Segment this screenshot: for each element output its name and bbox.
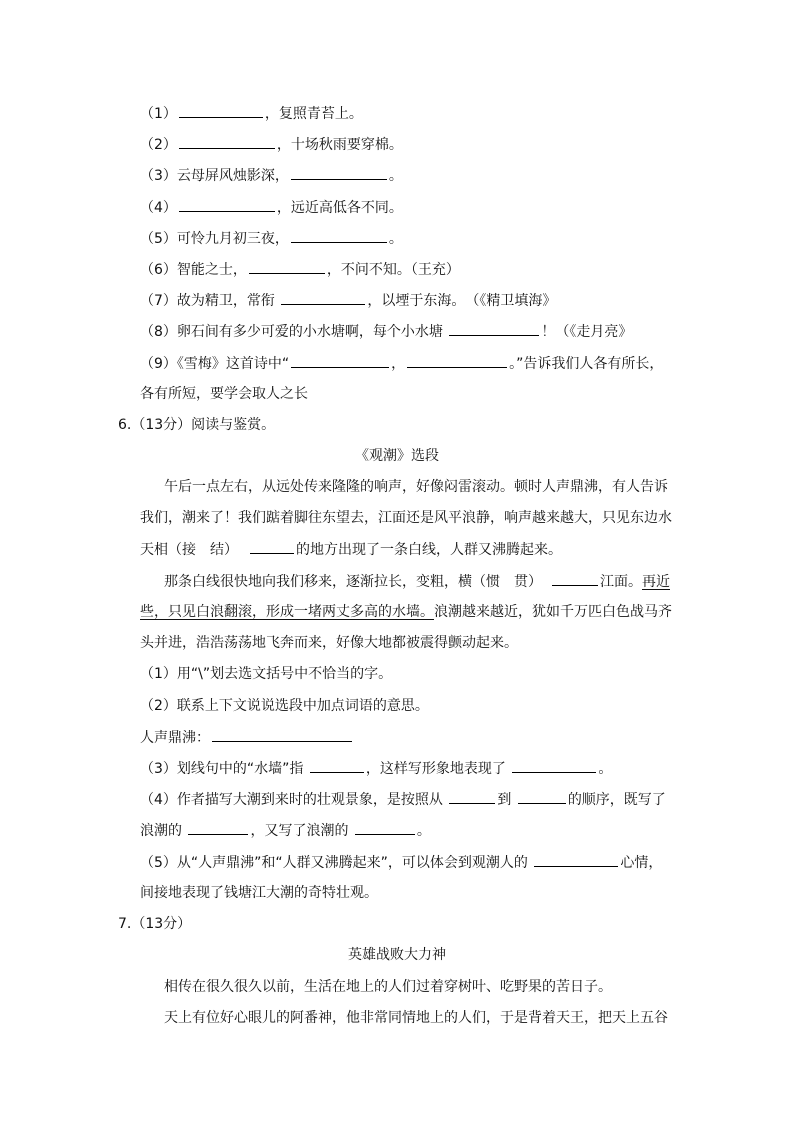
item-text: 到 [497,792,516,808]
item-text: ， [391,356,406,372]
passage-line [140,602,672,622]
subquestion-1: （1）用“\”划去选文括号中不恰当的字。 [140,666,393,682]
item-text: 。 [416,823,431,839]
subquestion-4 [140,789,666,810]
item-text: （9）《雪梅》这首诗中“ [140,356,290,372]
passage-line: 午后一点左右，从远处传来隆隆的响声，好像闷雷滚动。顿时人声鼎沸，有人告诉 [164,479,668,495]
answer-blank[interactable] [310,758,364,773]
item-text: （3）划线句中的“水墙”指 [140,761,308,777]
fill-item-7 [140,290,556,311]
answer-blank[interactable] [188,820,248,835]
answer-blank[interactable] [512,758,596,773]
item-text: 。 [388,231,403,247]
subquestion-3 [140,758,612,779]
fill-item-2 [140,134,403,155]
subquestion-5 [140,852,662,873]
answer-blank[interactable] [534,852,618,867]
question-7-header: 7.（13分） [118,916,192,932]
item-text: （2） [140,137,177,153]
item-text: ！（《走月亮》 [541,324,633,340]
answer-blank[interactable] [212,727,352,742]
passage-text: 天相（接 结） [140,542,238,558]
answer-blank[interactable] [355,820,415,835]
item-text: 。”告诉我们人各有所长， [509,356,664,372]
fill-item-3 [140,165,403,186]
answer-blank[interactable] [449,321,539,336]
subquestion-2-answer [140,727,354,748]
passage-line: 头并进，浩浩荡荡地飞奔而来，好像大地都被震得颤动起来。 [140,635,518,651]
answer-blank[interactable] [552,571,598,586]
passage-line [140,539,562,560]
passage-line: 我们，潮来了！我们踮着脚往东望去，江面还是风平浪静，响声越来越大，只见东边水 [140,510,672,526]
answer-blank[interactable] [518,789,566,804]
passage-text: 江面。 [600,574,642,590]
item-text: ，又写了浪潮的 [250,823,353,839]
fill-item-9-cont: 各有所短，要学会取人之长 [140,386,308,402]
answer-blank[interactable] [281,290,365,305]
item-text: ，以堙于东海。 （《精卫填海》 [367,293,557,309]
answer-blank[interactable] [449,789,495,804]
answer-blank[interactable] [179,103,263,118]
passage-title: 英雄战败大力神 [348,947,446,963]
answer-blank[interactable] [249,259,325,274]
answer-blank[interactable] [179,134,275,149]
fill-item-6 [140,259,460,280]
item-text: （4） [140,200,177,216]
subquestion-2: （2）联系上下文说说选段中加点词语的意思。 [140,698,429,714]
fill-item-4 [140,197,403,218]
item-text: （6）智能之士， [140,262,247,278]
answer-label: 人声鼎沸： [140,730,210,746]
item-text: （3）云母屏风烛影深， [140,168,289,184]
answer-blank[interactable] [250,539,294,554]
passage-line [164,571,670,592]
item-text: 。 [388,168,403,184]
passage-text: 那条白线很快地向我们移来，逐渐拉长，变粗，横（惯 贯） [164,574,542,590]
item-text: （7）故为精卫，常衔 [140,293,280,309]
item-text: ，复照青苔上。 [264,106,363,122]
passage-text: 的地方出现了一条白线，人群又沸腾起来。 [296,542,562,558]
answer-blank[interactable] [291,228,387,243]
fill-item-5 [140,228,403,249]
answer-blank[interactable] [291,165,387,180]
item-text: （1） [140,106,177,122]
item-text: 的顺序，既写了 [567,792,666,808]
passage-title: 《观潮》选段 [355,448,439,464]
item-text: （8）卵石间有多少可爱的小水塘啊，每个小水塘 [140,324,448,340]
item-text: 。 [598,761,613,777]
item-text: （4）作者描写大潮到来时的壮观景象，是按照从 [140,792,448,808]
subquestion-5-cont: 间接地表现了钱塘江大潮的奇特壮观。 [140,885,378,901]
answer-blank[interactable] [291,353,389,368]
answer-blank[interactable] [179,197,275,212]
answer-blank[interactable] [407,353,507,368]
item-text: （5）从“人声鼎沸”和“人群又沸腾起来”，可以体会到观潮人的 [140,855,533,871]
fill-item-1 [140,103,363,124]
item-text: ，十场秋雨要穿棉。 [276,137,403,153]
fill-item-8 [140,321,632,342]
fill-item-9 [140,353,663,374]
item-text: 心情， [620,855,663,871]
item-text: （5）可怜九月初三夜， [140,231,289,247]
passage-text: 浪潮越来越近，犹如千万匹白色战马齐 [434,604,672,620]
item-text: 浪潮的 [140,823,187,839]
underlined-sentence: 再近 [642,574,670,590]
item-text: ，这样写形象地表现了 [365,761,511,777]
underlined-sentence: 些，只见白浪翻滚，形成一堵两丈多高的水墙。 [140,604,434,620]
subquestion-4-cont [140,820,431,841]
question-6-header: 6.（13分）阅读与鉴赏。 [118,417,276,433]
item-text: ，不问不知。（王充） [326,262,460,278]
item-text: ，远近高低各不同。 [276,200,403,216]
passage-line: 相传在很久很久以前，生活在地上的人们过着穿树叶、吃野果的苦日子。 [164,979,612,995]
passage-line: 天上有位好心眼儿的阿番神，他非常同情地上的人们，于是背着天王，把天上五谷 [164,1010,668,1026]
